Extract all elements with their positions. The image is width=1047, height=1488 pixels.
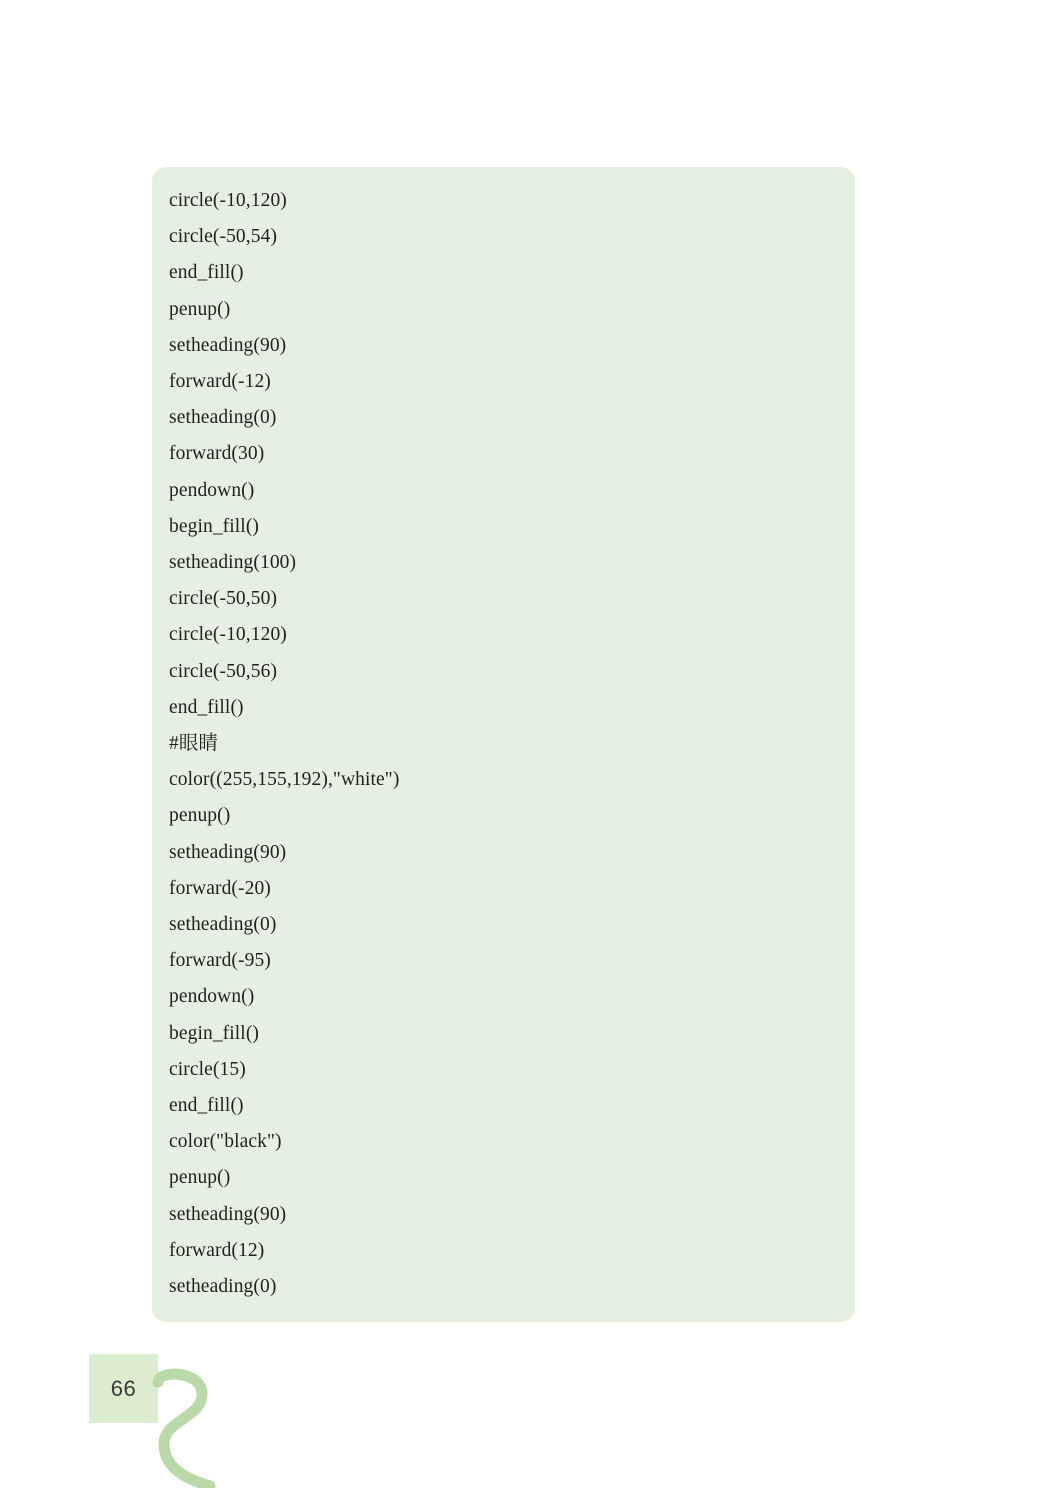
code-line: setheading(0) xyxy=(169,407,277,429)
code-line: forward(-20) xyxy=(169,877,271,899)
code-block xyxy=(152,167,855,1322)
code-line: circle(-50,56) xyxy=(169,660,278,682)
code-line: forward(-12) xyxy=(169,371,271,393)
code-line: begin_fill() xyxy=(169,515,260,537)
code-line: circle(-50,50) xyxy=(169,588,278,610)
code-line: penup() xyxy=(169,805,231,827)
code-line: setheading(0) xyxy=(169,914,277,936)
page-number-box xyxy=(89,1354,158,1423)
code-line: penup() xyxy=(169,1167,231,1189)
page-number: 66 xyxy=(110,1375,137,1401)
code-line: circle(-10,120) xyxy=(169,624,287,646)
code-line: setheading(90) xyxy=(169,334,287,356)
code-line-list xyxy=(152,183,855,1305)
code-line: circle(15) xyxy=(169,1058,246,1080)
code-line: forward(-95) xyxy=(169,950,271,972)
code-line: setheading(90) xyxy=(169,1203,287,1225)
swirl-decoration-icon xyxy=(150,1368,270,1488)
code-line: pendown() xyxy=(169,479,255,501)
code-line-comment: #眼睛 xyxy=(169,733,219,755)
code-line: color("black") xyxy=(169,1131,282,1153)
code-line: end_fill() xyxy=(169,262,244,284)
code-line: forward(12) xyxy=(169,1239,265,1261)
code-line: setheading(90) xyxy=(169,841,287,863)
code-line: pendown() xyxy=(169,986,255,1008)
code-line: forward(30) xyxy=(169,443,265,465)
code-line: setheading(100) xyxy=(169,552,297,574)
code-line: circle(-10,120) xyxy=(169,190,287,211)
code-line: end_fill() xyxy=(169,696,244,718)
code-line: penup() xyxy=(169,298,231,320)
code-line: circle(-50,54) xyxy=(169,226,278,248)
code-line: color((255,155,192),"white") xyxy=(169,769,400,791)
code-line: begin_fill() xyxy=(169,1022,260,1044)
code-line: end_fill() xyxy=(169,1095,244,1117)
code-line: setheading(0) xyxy=(169,1276,277,1298)
